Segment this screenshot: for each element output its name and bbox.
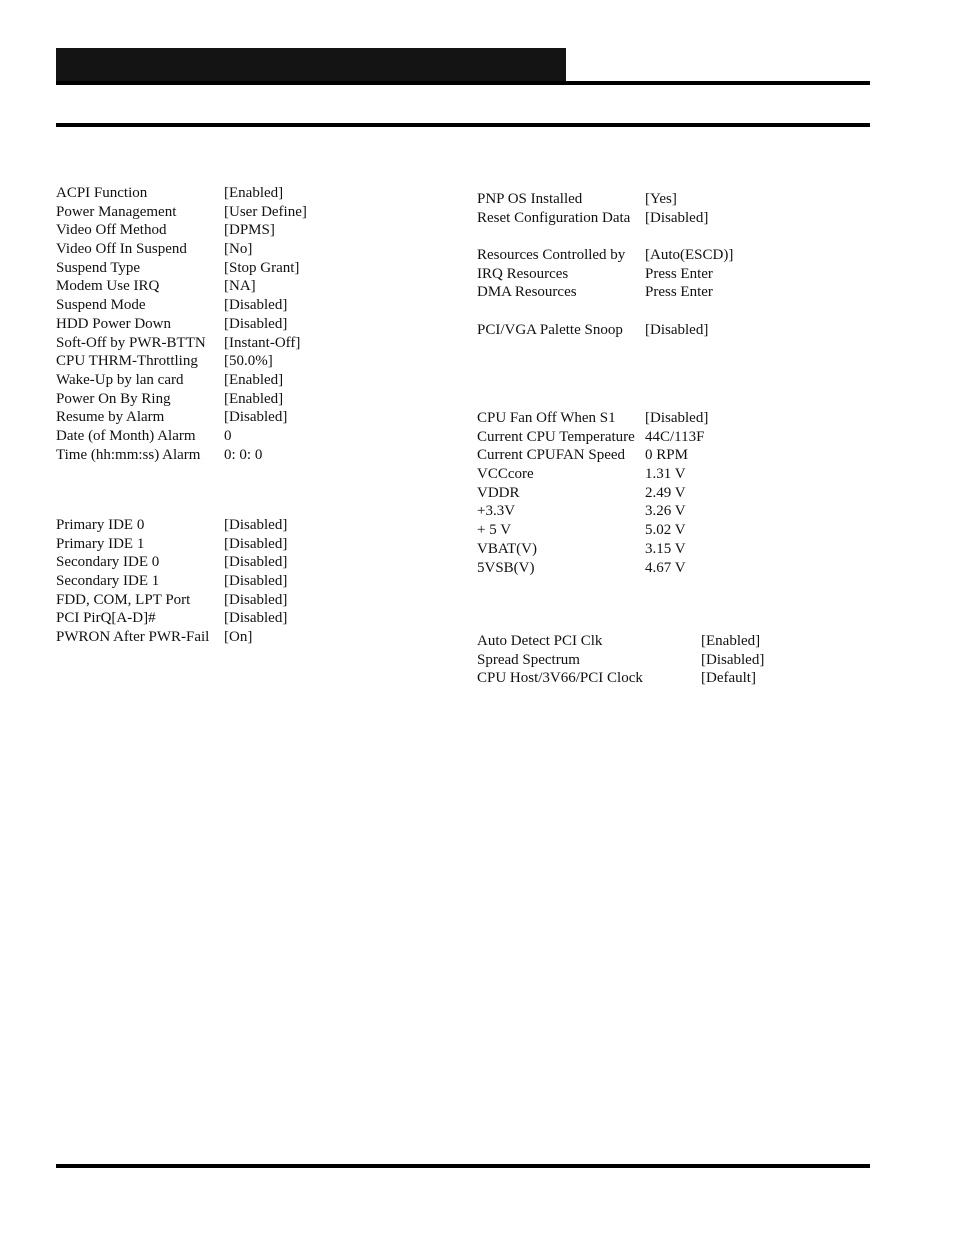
setting-label: Secondary IDE 0	[56, 554, 160, 571]
setting-row	[477, 321, 708, 340]
setting-row	[477, 559, 708, 578]
setting-value: [Enabled]	[224, 185, 284, 201]
setting-value: [Enabled]	[224, 390, 284, 407]
setting-row	[56, 334, 307, 353]
setting-label: IRQ Resources	[477, 265, 569, 282]
setting-value: 2.49 V	[645, 484, 686, 501]
setting-row	[56, 516, 287, 535]
setting-value: 5.02 V	[645, 522, 686, 539]
setting-value: [Disabled]	[224, 297, 288, 314]
pnp-os-settings	[477, 190, 708, 227]
setting-value: 0: 0: 0	[224, 446, 263, 463]
setting-row	[477, 502, 708, 521]
setting-row	[477, 669, 764, 688]
palette-snoop-settings	[477, 321, 708, 340]
setting-value: 44C/113F	[645, 428, 705, 445]
setting-label: VBAT(V)	[477, 540, 537, 557]
setting-value: [50.0%]	[224, 353, 273, 370]
setting-value: [Disabled]	[701, 651, 765, 668]
setting-row	[56, 553, 287, 572]
setting-value: [Disabled]	[224, 573, 288, 590]
setting-value: [Disabled]	[645, 410, 709, 426]
setting-value: Press Enter	[645, 284, 713, 301]
setting-label: Modem Use IRQ	[56, 278, 160, 295]
setting-value: 1.31 V	[645, 466, 686, 483]
setting-label: HDD Power Down	[56, 315, 171, 332]
setting-value: [Enabled]	[701, 633, 761, 649]
setting-value: [Auto(ESCD)]	[645, 247, 734, 263]
setting-value: 0 RPM	[645, 447, 688, 464]
setting-label: FDD, COM, LPT Port	[56, 591, 191, 608]
setting-value: [User Define]	[224, 203, 307, 220]
section-rule	[56, 123, 870, 127]
setting-label: ACPI Function	[56, 185, 148, 201]
setting-row	[56, 427, 307, 446]
setting-value: [Disabled]	[645, 322, 709, 338]
setting-label: VCCcore	[477, 466, 534, 483]
setting-label: Video Off Method	[56, 222, 167, 239]
setting-row	[56, 535, 287, 554]
setting-row	[56, 628, 287, 647]
setting-value: [No]	[224, 241, 253, 258]
setting-label: 5VSB(V)	[477, 559, 535, 576]
setting-value: [Instant-Off]	[224, 334, 301, 351]
setting-label: Resume by Alarm	[56, 409, 165, 426]
footer-rule	[56, 1164, 870, 1168]
setting-row	[56, 371, 307, 390]
setting-value: [Disabled]	[224, 315, 288, 332]
setting-row	[477, 283, 733, 302]
setting-row	[56, 446, 307, 465]
header-rule	[56, 81, 870, 85]
setting-row	[56, 296, 307, 315]
setting-value: 0	[224, 427, 232, 444]
setting-value: [Disabled]	[224, 535, 288, 552]
setting-row	[477, 465, 708, 484]
setting-row	[477, 409, 708, 428]
setting-value: [DPMS]	[224, 222, 275, 239]
setting-row	[477, 521, 708, 540]
setting-label: PWRON After PWR-Fail	[56, 629, 210, 646]
setting-row	[477, 540, 708, 559]
setting-label: PNP OS Installed	[477, 191, 583, 207]
setting-label: Reset Configuration Data	[477, 209, 631, 226]
setting-row	[477, 446, 708, 465]
setting-value: [Yes]	[645, 191, 677, 207]
setting-value: 3.26 V	[645, 503, 686, 520]
setting-label: PCI/VGA Palette Snoop	[477, 322, 623, 338]
setting-row	[477, 651, 764, 670]
setting-label: Power On By Ring	[56, 390, 171, 407]
setting-value: [Disabled]	[224, 591, 288, 608]
setting-label: Auto Detect PCI Clk	[477, 633, 603, 649]
setting-label: + 5 V	[477, 522, 512, 539]
setting-label: +3.3V	[477, 503, 516, 520]
setting-value: [Enabled]	[224, 371, 284, 388]
setting-row	[477, 484, 708, 503]
setting-row	[56, 240, 307, 259]
setting-row	[56, 203, 307, 222]
setting-value: Press Enter	[645, 265, 713, 282]
setting-label: Suspend Type	[56, 259, 141, 276]
setting-row	[56, 259, 307, 278]
setting-row	[56, 572, 287, 591]
setting-row	[56, 221, 307, 240]
setting-row	[477, 209, 708, 228]
setting-label: PCI PirQ[A-D]#	[56, 610, 156, 627]
setting-value: [On]	[224, 629, 253, 646]
pm-events-settings	[56, 516, 287, 647]
setting-value: [Disabled]	[224, 610, 288, 627]
setting-label: Date (of Month) Alarm	[56, 427, 196, 444]
setting-label: Current CPU Temperature	[477, 428, 635, 445]
setting-label: Primary IDE 1	[56, 535, 145, 552]
frequency-control-settings	[477, 632, 764, 688]
setting-row	[56, 609, 287, 628]
setting-value: [Stop Grant]	[224, 259, 300, 276]
setting-label: Current CPUFAN Speed	[477, 447, 626, 464]
setting-value: [Disabled]	[224, 409, 288, 426]
setting-value: [Disabled]	[224, 554, 288, 571]
setting-value: [NA]	[224, 278, 256, 295]
setting-row	[477, 246, 733, 265]
setting-label: CPU Fan Off When S1	[477, 410, 616, 426]
setting-row	[56, 277, 307, 296]
setting-row	[56, 184, 307, 203]
setting-row	[477, 190, 708, 209]
setting-label: CPU Host/3V66/PCI Clock	[477, 670, 643, 687]
setting-row	[477, 265, 733, 284]
setting-row	[56, 591, 287, 610]
setting-row	[56, 408, 307, 427]
setting-value: [Disabled]	[224, 517, 288, 533]
setting-row	[56, 352, 307, 371]
setting-label: VDDR	[477, 484, 520, 501]
setting-row	[56, 390, 307, 409]
setting-label: Soft-Off by PWR-BTTN	[56, 334, 206, 351]
setting-label: Time (hh:mm:ss) Alarm	[56, 446, 201, 463]
setting-label: Wake-Up by lan card	[56, 371, 184, 388]
setting-row	[477, 632, 764, 651]
setting-label: DMA Resources	[477, 284, 577, 301]
setting-value: [Default]	[701, 670, 756, 687]
setting-row	[477, 428, 708, 447]
power-management-settings	[56, 184, 307, 464]
setting-row	[56, 315, 307, 334]
setting-value: 4.67 V	[645, 559, 686, 576]
setting-label: Secondary IDE 1	[56, 573, 160, 590]
setting-label: CPU THRM-Throttling	[56, 353, 198, 370]
setting-label: Resources Controlled by	[477, 247, 626, 263]
setting-value: 3.15 V	[645, 540, 686, 557]
setting-label: Video Off In Suspend	[56, 241, 187, 258]
header-bar	[56, 48, 566, 81]
setting-label: Suspend Mode	[56, 297, 146, 314]
setting-value: [Disabled]	[645, 209, 709, 226]
setting-label: Power Management	[56, 203, 177, 220]
pc-health-status	[477, 409, 708, 577]
resources-settings	[477, 246, 733, 302]
setting-label: Spread Spectrum	[477, 651, 580, 668]
setting-label: Primary IDE 0	[56, 517, 145, 533]
